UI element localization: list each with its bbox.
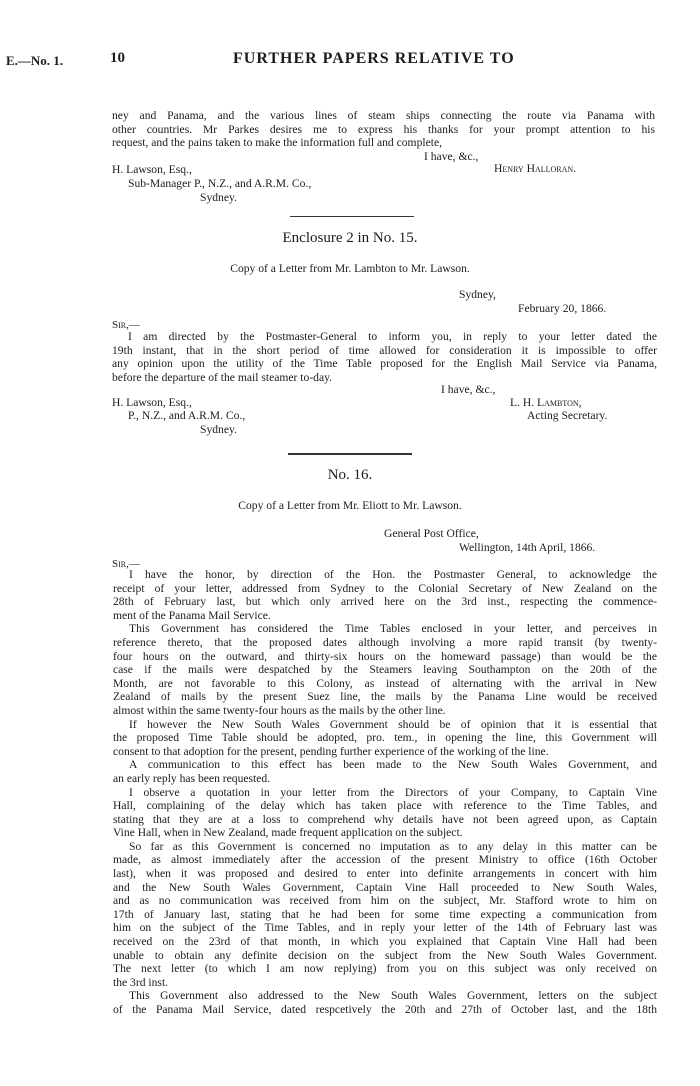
text-line: four hours on the outward, and thirty-six hours on the homeward passage) than would be the [113,649,657,663]
section-divider [288,453,412,455]
text-line: This Government has considered the Time Tables enclosed in your letter, and perceives in [129,622,657,636]
text-line: Month, are not favorable to this Colony, as instead of alternating with the arrival in New [113,676,657,690]
running-title: FURTHER PAPERS RELATIVE TO [233,50,515,67]
enclosure-subheading: Copy of a Letter from Mr. Lambton to Mr. Lawson. [230,262,470,275]
letter-date: February 20, 1866. [518,302,607,315]
salutation: Sir,— [112,558,140,570]
text-line: before the departure of the mail steamer to-day. [112,370,333,384]
text-line: last), when it was proposed and desired to enter into definite arrangements in concert with him [113,867,657,881]
text-line: 19th instant, that in the short period of time allowed for consideration it is impossible to offer [112,343,657,357]
text-line: request, and the pains taken to make the information full and complete, [112,136,442,150]
enclosure-body [112,330,657,384]
text-line: So far as this Government is concerned no imputation as to any delay in this matter can be [129,839,657,853]
closing: I have, &c., [424,150,479,163]
page-number: 10 [110,50,125,66]
document-subheading: Copy of a Letter from Mr. Eliott to Mr. Lawson. [238,499,462,512]
text-line: case if the mails were despatched by the Steamers leaving Southampton on the 20th of the [113,663,657,677]
previous-letter-body [112,109,655,150]
letter-place: General Post Office, [384,527,479,540]
addressee-line: H. Lawson, Esq., [112,396,192,409]
signature: Henry Halloran. [494,162,577,175]
salutation: Sir,— [112,319,140,331]
text-line: reference thereto, that the proposed dates although involving a more rapid transit (by twenty- [113,635,657,649]
text-line: This Government also addressed to the New South Wales Government, letters on the subject [129,989,657,1003]
letter-date: Wellington, 14th April, 1866. [459,541,596,554]
text-line: I have the honor, by direction of the Hon. the Postmaster General, to acknowledge the [129,568,657,581]
addressee-line: Sydney. [200,191,237,204]
addressee-line: Sub-Manager P., N.Z., and A.R.M. Co., [128,177,312,190]
text-line: the proposed Time Table should be adopted, pro. tem., in opening the line, this Government will [113,731,657,745]
text-line: almost within the same twenty-four hours as the mails by the other line. [113,703,446,717]
text-line: the 3rd inst. [113,975,169,989]
addressee-line: P., N.Z., and A.R.M. Co., [128,409,246,422]
closing: I have, &c., [441,383,496,396]
text-line: an early reply has been requested. [113,771,271,785]
report-reference: E.—No. 1. [6,53,64,68]
text-line: other countries. Mr Parkes desires me to express his thanks for your prompt attention to his [112,122,655,136]
text-line: ney and Panama, and the various lines of steam ships connecting the route via Panama with [112,109,655,122]
addressee-line: Sydney. [200,423,237,436]
letter-body [113,568,657,1017]
section-divider [290,216,414,217]
text-line: him on the subject of the Time Tables, and in reply your letter of the 14th of February last was [113,921,657,935]
letter-place: Sydney, [459,288,496,301]
text-line: and the New South Wales Government, Captain Vine Hall proceeded to New South Wales, [113,880,657,894]
signature: L. H. Lambton, [510,396,582,409]
text-line: of the Panama Mail Service, dated respcetively the 20th and 27th of October last, and the 18th [113,1003,657,1016]
text-line: Zealand of mails by the present Suez line, the mails by the Panama Line would be received [113,690,657,704]
enclosure-heading: Enclosure 2 in No. 15. [282,230,418,246]
text-line: 17th of January last, stating that he had been for some time expecting a communication from [113,907,657,921]
text-line: stating that they are at a loss to comprehend why details have not been agreed upon, as Captain [113,812,657,826]
document-heading: No. 16. [327,467,373,483]
text-line: made, as almost immediately after the accession of the present Ministry to office (16th October [113,853,657,867]
text-line: Hall, complaining of the delay which has taken place with reference to the Time Tables, and [113,799,657,813]
text-line: and as no communication was received from him on the subject, Mr. Stafford wrote to him on [113,894,657,908]
text-line: 28th of February last, but which only arrived here on the 3rd inst., respecting the commence- [113,595,657,609]
text-line: I observe a quotation in your letter from the Directors of your Company, to Captain Vine [129,785,657,799]
text-line: I am directed by the Postmaster-General to inform you, in reply to your letter dated the [128,330,657,343]
text-line: Vine Hall, when in New Zealand, made frequent application on the subject. [113,826,463,840]
text-line: unable to obtain any definite decision on the subject from the New South Wales Government. [113,948,657,962]
text-line: receipt of your letter, addressed from Sydney to the Colonial Secretary of New Zealand on the [113,581,657,595]
text-line: received on the 23rd of that month, in which you explained that Captain Vine Hall had been [113,935,657,949]
addressee-line: H. Lawson, Esq., [112,163,192,176]
text-line: If however the New South Wales Government should be of opinion that it is essential that [129,717,657,731]
signature-title: Acting Secretary. [527,409,608,422]
text-line: ment of the Panama Mail Service. [113,608,271,622]
text-line: any opinion upon the utility of the Time Table proposed for the English Mail Service via Panama, [112,357,657,371]
text-line: A communication to this effect has been made to the New South Wales Government, and [129,758,657,772]
text-line: The next letter (to which I am now replying) from you on this subject was only received on [113,962,657,976]
text-line: consent to that adoption for the present, pending further experience of the working of the line. [113,744,549,758]
